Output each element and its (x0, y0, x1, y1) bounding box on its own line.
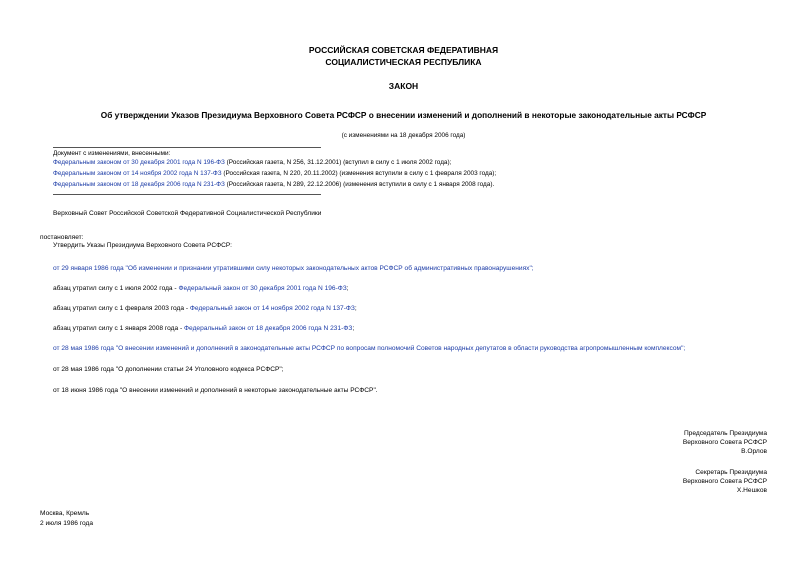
decree-link-1[interactable]: от 29 января 1986 года "Об изменении и признании утратившими силу некоторых законодательных актов РСФСР об административных правонарушениях"; (53, 265, 534, 272)
page-title: Об утверждении Указов Президиума Верховного Совета РСФСР о внесении изменений и дополнений в некоторые законодательные акты РСФСР (100, 110, 707, 120)
chair-title-2: Верховного Совета РСФСР (682, 439, 767, 446)
header-line-1: РОССИЙСКАЯ СОВЕТСКАЯ ФЕДЕРАТИВНАЯ (308, 45, 499, 55)
repealed-paragraph-2: абзац утратил силу с 1 февраля 2003 года - Федеральный закон от 14 ноября 2002 года N 137-ФЗ; (53, 305, 357, 312)
divider-top (53, 147, 321, 148)
secretary-title-2: Верховного Совета РСФСР (682, 478, 767, 485)
law-link[interactable]: Федеральным законом от 30 декабря 2001 года N 196-ФЗ (53, 159, 225, 166)
decree-link-2[interactable]: от 28 мая 1986 года "О внесении изменений и дополнений в законодательные акты РСФСР по вопросам полномочий Советов народных депутатов в области руководства агропромышленным комплексом"; (53, 345, 686, 352)
signing-place: Москва, Кремль (40, 510, 90, 517)
approve-text: Утвердить Указы Президиума Верховного Совета РСФСР: (53, 242, 232, 249)
divider-bottom (53, 194, 321, 195)
chair-title-1: Председатель Президиума (683, 430, 767, 437)
changes-item: Федеральным законом от 30 декабря 2001 года N 196-ФЗ (Российская газета, N 256, 31.12.2001) (вступил в силу с 1 июля 2002 года); (53, 159, 452, 166)
repealed-paragraph-3: абзац утратил силу с 1 января 2008 года - Федеральный закон от 18 декабря 2006 года N 231-ФЗ; (53, 325, 355, 332)
law-link[interactable]: Федеральным законом от 14 ноября 2002 года N 137-ФЗ (53, 170, 222, 177)
council-name: Верховный Совет Российской Советской Федеративной Социалистической Республики (53, 210, 322, 217)
law-link[interactable]: Федеральный закон от 14 ноября 2002 года N 137-ФЗ (189, 305, 355, 312)
doc-type: ЗАКОН (388, 81, 419, 91)
decree-3: от 28 мая 1986 года "О дополнении статьи 24 Уголовного кодекса РСФСР"; (53, 366, 284, 373)
law-link[interactable]: Федеральный закон от 30 декабря 2001 года N 196-ФЗ (178, 285, 347, 292)
repealed-paragraph-1: абзац утратил силу с 1 июля 2002 года - Федеральный закон от 30 декабря 2001 года N 196-ФЗ; (53, 285, 349, 292)
decree-4: от 18 июня 1986 года "О внесении изменений и дополнений в некоторые законодательные акты РСФСР". (53, 387, 378, 394)
resolves-text: постановляет: (40, 234, 84, 241)
law-link[interactable]: Федеральным законом от 18 декабря 2006 года N 231-ФЗ (53, 181, 225, 188)
law-link[interactable]: Федеральный закон от 18 декабря 2006 года N 231-ФЗ (184, 325, 353, 332)
signing-date: 2 июля 1986 года (40, 520, 94, 527)
changes-item: Федеральным законом от 18 декабря 2006 года N 231-ФЗ (Российская газета, N 289, 22.12.2006) (изменения вступили в силу с 1 января 2008 года). (53, 181, 495, 188)
changes-heading: Документ с изменениями, внесенными: (53, 150, 171, 157)
secretary-title-1: Секретарь Президиума (695, 469, 767, 476)
chair-name: В.Орлов (741, 448, 767, 455)
revision-note: (с изменениями на 18 декабря 2006 года) (341, 132, 466, 139)
secretary-name: Х.Нешков (736, 487, 767, 494)
changes-item: Федеральным законом от 14 ноября 2002 года N 137-ФЗ (Российская газета, N 220, 20.11.2002) (изменения вступили в силу с 1 февраля 2003 года); (53, 170, 497, 177)
header-line-2: СОЦИАЛИСТИЧЕСКАЯ РЕСПУБЛИКА (325, 57, 482, 67)
